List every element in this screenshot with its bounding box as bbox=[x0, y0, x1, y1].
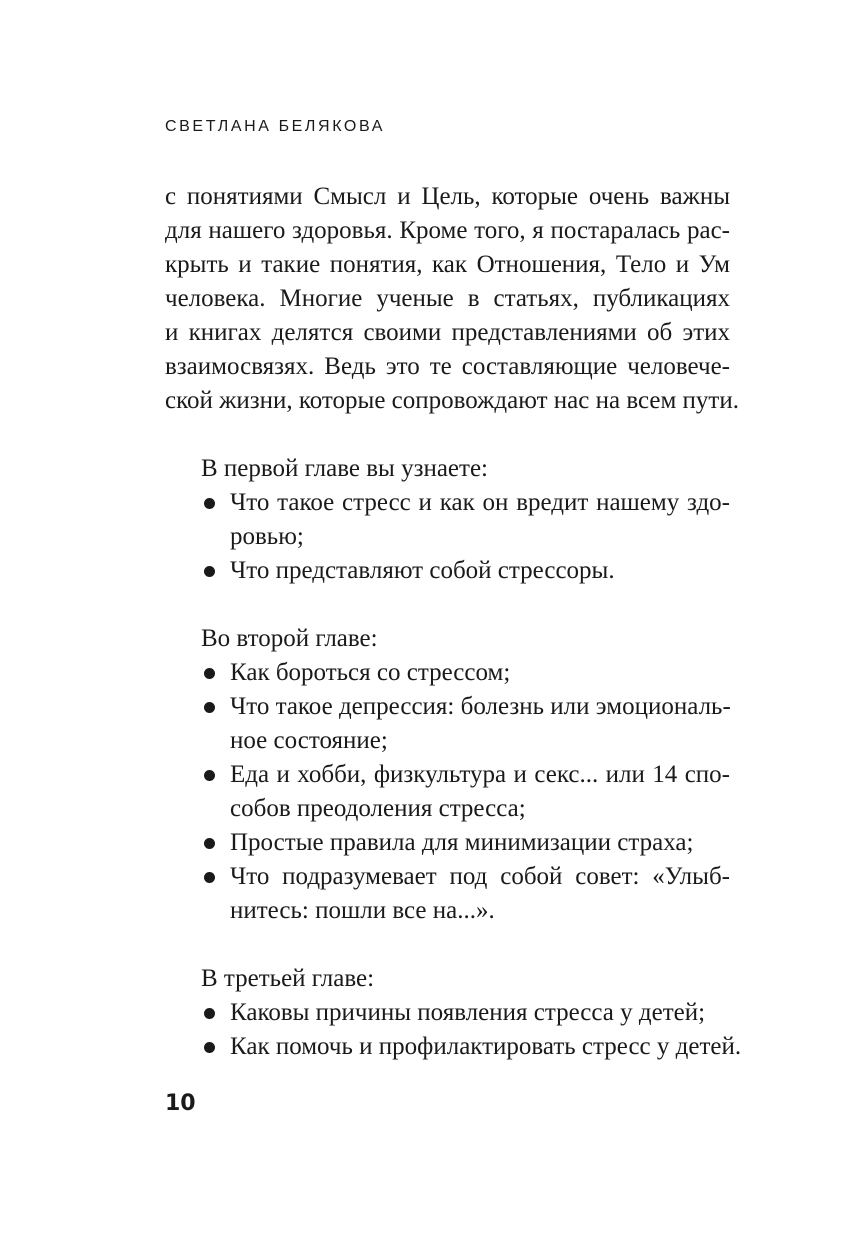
bullet-text: Как бороться со стрессом; bbox=[230, 659, 511, 686]
running-head-author: СВЕТЛАНА БЕЛЯКОВА bbox=[165, 118, 385, 135]
bullet-text: Что подразумевает под собой совет: «Улыб- bbox=[230, 863, 730, 890]
paragraph-line: для нашего здоровья. Кроме того, я постаралась рас- bbox=[165, 217, 730, 244]
paragraph-line: взаимосвязях. Ведь это те составляющие человече- bbox=[165, 353, 730, 380]
bullet-item bbox=[165, 1030, 742, 1064]
chapter-1-intro: В первой главе вы узнаете: bbox=[201, 455, 488, 482]
bullet-line bbox=[165, 826, 730, 860]
bullet-item bbox=[165, 656, 730, 690]
bullet-text: Что представляют собой стрессоры. bbox=[230, 557, 615, 584]
page-number: 10 bbox=[165, 1091, 196, 1116]
bullet-line bbox=[165, 486, 730, 520]
bullet-text: Простые правила для минимизации страха; bbox=[230, 829, 694, 856]
paragraph-gap bbox=[165, 928, 730, 962]
paragraph-line: крыть и такие понятия, как Отношения, Тело и Ум bbox=[165, 251, 730, 278]
bullet-item bbox=[165, 860, 730, 928]
bullet-icon bbox=[204, 872, 215, 883]
bullet-text-continuation: нитесь: пошли все на...». bbox=[230, 897, 495, 924]
bullet-text: Как помочь и профилактировать стресс у детей. bbox=[230, 1033, 742, 1060]
bullet-item bbox=[165, 758, 730, 826]
bullet-item bbox=[165, 826, 730, 860]
bullet-line bbox=[165, 554, 730, 588]
bullet-line bbox=[165, 690, 730, 724]
chapter-2-section bbox=[165, 622, 730, 928]
chapter-3-intro: В третьей главе: bbox=[201, 965, 375, 992]
bullet-item bbox=[165, 690, 730, 758]
paragraph-line: и книгах делятся своими представлениями об этих bbox=[165, 319, 730, 346]
bullet-text: Каковы причины появления стресса у детей; bbox=[230, 999, 706, 1026]
paragraph-line: ской жизни, которые сопровождают нас на всем пути. bbox=[165, 387, 739, 414]
bullet-icon bbox=[204, 566, 215, 577]
bullet-icon bbox=[204, 1042, 215, 1053]
paragraph-line: человека. Многие ученые в статьях, публикациях bbox=[165, 285, 730, 312]
bullet-item bbox=[165, 554, 730, 588]
chapter-3-section bbox=[165, 962, 742, 1064]
chapter-1-section bbox=[165, 452, 730, 588]
bullet-line bbox=[165, 656, 730, 690]
paragraph-gap bbox=[165, 418, 730, 452]
bullet-line bbox=[165, 860, 730, 894]
bullet-icon bbox=[204, 702, 215, 713]
bullet-item bbox=[165, 996, 730, 1030]
bullet-text: Что такое депрессия: болезнь или эмоциональ- bbox=[230, 693, 731, 720]
bullet-text: Еда и хобби, физкультура и секс... или 14 спо- bbox=[230, 761, 730, 788]
paragraph-line: с понятиями Смысл и Цель, которые очень важны bbox=[165, 183, 730, 210]
chapter-2-intro: Во второй главе: bbox=[201, 625, 378, 652]
body-text bbox=[165, 180, 742, 1064]
paragraph-gap bbox=[165, 588, 730, 622]
bullet-text-continuation: ное состояние; bbox=[230, 727, 388, 754]
bullet-icon bbox=[204, 1008, 215, 1019]
bullet-icon bbox=[204, 770, 215, 781]
bullet-icon bbox=[204, 838, 215, 849]
bullet-item bbox=[165, 486, 730, 554]
bullet-text-continuation: собов преодоления стресса; bbox=[230, 795, 526, 822]
bullet-line bbox=[165, 996, 730, 1030]
bullet-line bbox=[165, 758, 730, 792]
bullet-icon bbox=[204, 498, 215, 509]
intro-paragraph bbox=[165, 180, 739, 418]
bullet-text: Что такое стресс и как он вредит нашему здо- bbox=[230, 489, 730, 516]
bullet-icon bbox=[204, 668, 215, 679]
bullet-text-continuation: ровью; bbox=[230, 523, 304, 550]
bullet-line bbox=[165, 1030, 742, 1064]
